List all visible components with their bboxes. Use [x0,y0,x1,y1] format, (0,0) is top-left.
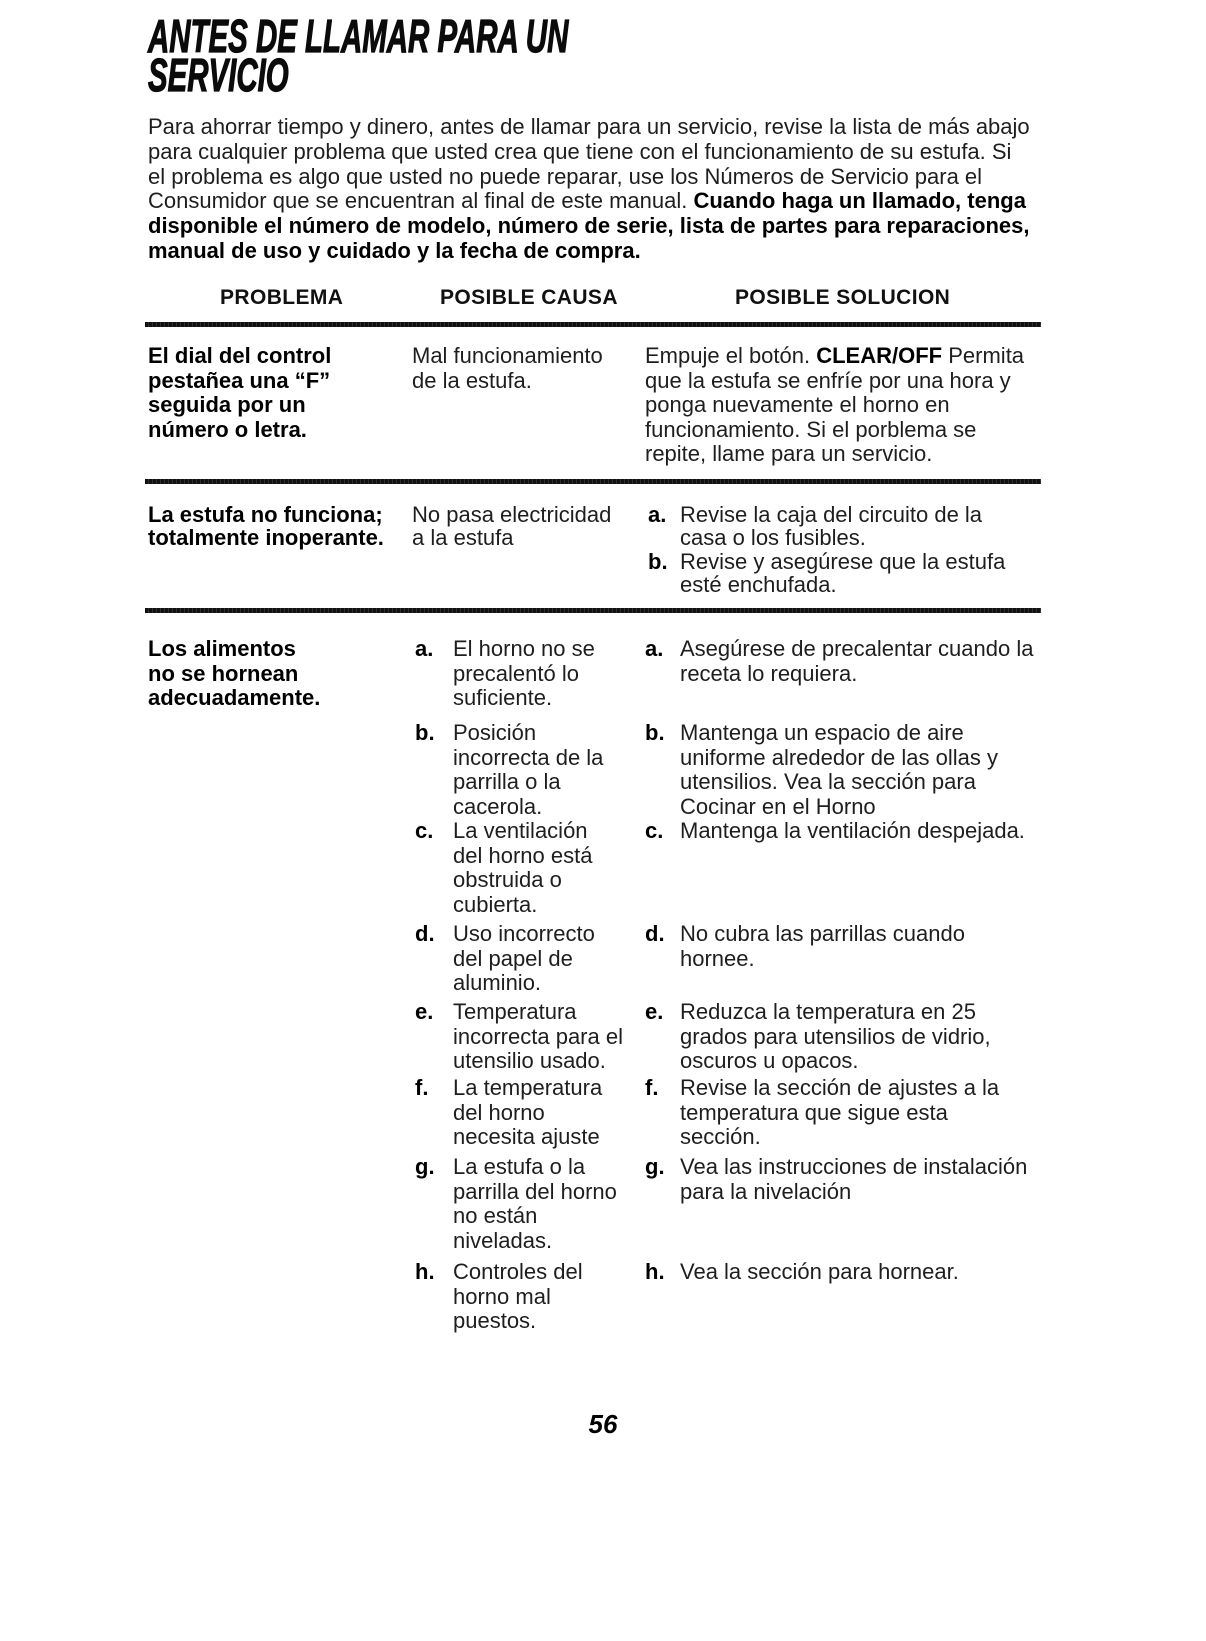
intro-paragraph [148,115,1030,264]
solution-text: Revise la sección de ajustes a la temperatura que sigue esta sección. [680,1075,1000,1149]
cause-text: La estufa o la parrilla del horno no están niveladas. [453,1154,617,1253]
solution-text: Reduzca la temperatura en 25 grados para utensilios de vidrio, oscuros u opacos. [680,999,991,1073]
header-divider-rule [145,322,1041,327]
page-title-line-2: SERVICIO [148,49,289,101]
cause-solution-list [415,637,1033,1334]
cause-letter: e. [415,999,434,1024]
cause-solution-pair [415,922,1033,996]
cause-solution-pair [415,721,1033,819]
solution-item [648,550,1005,597]
cause-text: Uso incorrecto del papel de aluminio. [453,921,595,995]
cause-text: Controles del horno mal puestos. [453,1259,583,1333]
solution-letter: c. [645,818,664,843]
solution-list [648,503,1005,597]
clear-off-label: CLEAR/OFF [816,343,943,368]
cause-solution-pair [415,637,1033,711]
cause-text: La ventilación del horno está obstruida o cubierta. [453,818,593,917]
solution-text-before: Empuje el botón. [645,343,811,368]
cause-letter: h. [415,1259,435,1284]
solution-letter: h. [645,1259,665,1284]
cause-solution-pair [415,1000,1033,1074]
solution-letter: a. [645,636,664,661]
row-divider-rule [145,479,1041,484]
cause-text: La temperatura del horno necesita ajuste [453,1075,603,1149]
solution-letter: g. [645,1154,665,1179]
cause-solution-pair [415,1155,1033,1253]
cause-letter: d. [415,921,435,946]
solution-letter: a. [648,502,667,527]
cause-solution-pair [415,1260,1033,1334]
cause-letter: b. [415,720,435,745]
cause-letter: g. [415,1154,435,1179]
solution-item [648,503,1005,550]
cause-solution-pair [415,1076,1033,1150]
solution-text-after: Permita que la estufa se enfríe por una hora y ponga nuevamente el horno en funcionamiento. Si el porblema se repite, llame para un servicio. [645,343,1025,466]
cause-letter: f. [415,1075,429,1100]
cause-text: Mal funcionamiento de la estufa. [412,343,603,393]
solution-text: Vea las instrucciones de instalación para la nivelación [680,1154,1028,1204]
cause-letter: a. [415,636,434,661]
problem-text: El dial del control pestañea una “F” seguida por un número o letra. [148,343,332,442]
intro-bold-text: Cuando haga un llamado, tenga disponible el número de modelo, número de serie, lista de partes para reparaciones, manual de uso y cuidado y la fecha de compra. [148,188,1030,263]
row-divider-rule [145,608,1041,613]
column-header-solution: POSIBLE SOLUCION [735,286,951,309]
cause-solution-pair [415,819,1033,917]
solution-letter: e. [645,999,664,1024]
column-header-problem: PROBLEMA [220,286,344,309]
cause-text: Temperatura incorrecta para el utensilio usado. [453,999,623,1073]
cause-text: Posición incorrecta de la parrilla o la cacerola. [453,720,604,819]
page-title-line-1: ANTES DE LLAMAR PARA UN [148,10,569,62]
solution-text [645,344,1024,467]
solution-letter: d. [645,921,665,946]
solution-text: Vea la sección para hornear. [680,1259,959,1284]
solution-item-text: Revise la caja del circuito de la casa o los fusibles. [680,502,983,551]
problem-text: La estufa no funciona; totalmente inoperante. [148,502,384,551]
solution-letter: f. [645,1075,659,1100]
solution-text: No cubra las parrillas cuando hornee. [680,921,965,971]
solution-item-text: Revise y asegúrese que la estufa esté enchufada. [680,548,1006,598]
solution-text: Mantenga la ventilación despejada. [680,818,1025,843]
page-number: 56 [588,1409,618,1439]
cause-letter: c. [415,818,434,843]
cause-text: No pasa electricidad a la estufa [412,502,612,551]
column-header-cause: POSIBLE CAUSA [440,286,618,309]
solution-letter: b. [648,548,668,574]
solution-letter: b. [645,720,665,745]
problem-text: Los alimentos no se hornean adecuadamente. [148,636,321,710]
solution-text: Mantenga un espacio de aire uniforme alrededor de las ollas y utensilios. Vea la sección para Cocinar en el Horno [680,720,998,819]
solution-text: Asegúrese de precalentar cuando la receta lo requiera. [680,636,1034,686]
cause-text: El horno no se precalentó lo suficiente. [453,636,595,710]
intro-text: Para ahorrar tiempo y dinero, antes de llamar para un servicio, revise la lista de más abajo para cualquier problema que usted crea que tiene con el funcionamiento de su estufa. Si el problema es algo que usted no puede reparar, use los Números de Servicio para el Consumidor que se encuentran al final de este manual. [148,114,1030,214]
